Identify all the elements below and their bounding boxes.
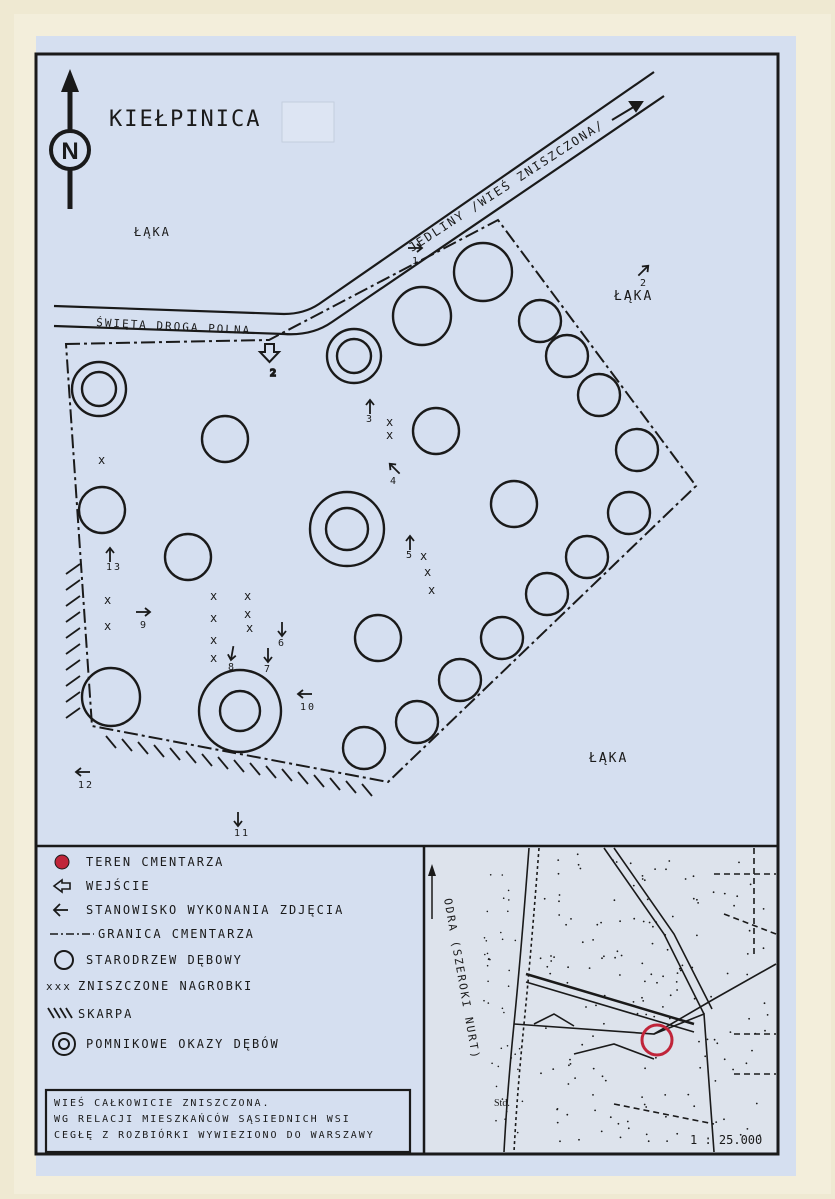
destroyed-gravestone: x <box>210 651 220 665</box>
road-label: JEDLINY /WIEŚ ZNISZCZONA/ <box>406 117 608 255</box>
cemetery-area-icon <box>55 855 69 869</box>
photo-point-number: 1 <box>412 256 421 267</box>
photo-point-number: 7 <box>264 664 273 675</box>
photo-point-number: 5 <box>406 550 415 561</box>
destroyed-gravestone: x <box>210 611 220 625</box>
inset-map <box>426 848 776 1152</box>
legend-item <box>46 979 253 993</box>
destroyed-gravestone: x <box>98 453 108 467</box>
photo-point-number: 11 <box>234 828 251 839</box>
meadow-label: ŁĄKA <box>614 289 654 304</box>
destroyed-gravestone: x <box>210 589 220 603</box>
legend-label: SKARPA <box>78 1007 134 1021</box>
destroyed-gravestone: x <box>420 549 430 563</box>
note-line: WG RELACJI MIESZKAŃCÓW SĄSIEDNICH WSI <box>54 1114 351 1125</box>
scale-label: 1 : 25.000 <box>690 1133 763 1147</box>
river-label: ODRA (SZEROKI NURT) <box>441 897 483 1061</box>
photo-point-number: 3 <box>366 414 375 425</box>
photo-point-number: 8 <box>228 662 237 673</box>
legend-label: STARODRZEW DĘBOWY <box>86 953 243 967</box>
destroyed-gravestone: x <box>386 415 396 429</box>
meadow-label: ŁĄKA <box>134 225 171 239</box>
field-road-label: ŚWIĘTA DROGA POLNA <box>95 316 252 338</box>
std-label: Std. <box>494 1098 510 1109</box>
site-map <box>14 14 831 1194</box>
legend-label: GRANICA CMENTARZA <box>98 927 255 941</box>
legend-label: WEJŚCIE <box>86 879 151 893</box>
destroyed-gravestone: x <box>210 633 220 647</box>
photo-point-number: 12 <box>78 780 95 791</box>
note-line: CEGŁĘ Z ROZBIÓRKI WYWIEZIONO DO WARSZAWY <box>54 1130 375 1141</box>
photo-point-number: 2 <box>640 278 649 289</box>
destroyed-gravestone: x <box>424 565 434 579</box>
destroyed-gravestone: x <box>244 607 254 621</box>
photo-point-number: 10 <box>300 702 317 713</box>
map-sheet <box>14 14 831 1194</box>
map-title: KIEŁPINICA <box>109 107 262 132</box>
photo-point-number: 6 <box>278 638 287 649</box>
legend-label: TEREN CMENTARZA <box>86 855 225 869</box>
destroyed-gravestone: x <box>104 619 114 633</box>
destroyed-gravestone: x <box>386 428 396 442</box>
gravestone-icon: xxx <box>46 980 72 993</box>
legend-label: ZNISZCZONE NAGROBKI <box>78 979 254 993</box>
entrance-number: 2 <box>270 368 279 379</box>
destroyed-gravestone: x <box>246 621 256 635</box>
destroyed-gravestone: x <box>104 593 114 607</box>
photo-point-number: 9 <box>140 620 149 631</box>
destroyed-gravestone: x <box>428 583 438 597</box>
label-sticker <box>282 102 334 142</box>
destroyed-gravestone: x <box>244 589 254 603</box>
meadow-label: ŁĄKA <box>589 751 629 766</box>
note-line: WIEŚ CAŁKOWICIE ZNISZCZONA. <box>54 1098 271 1109</box>
legend-label: STANOWISKO WYKONANIA ZDJĘCIA <box>86 903 345 917</box>
photo-point-number: 13 <box>106 562 123 573</box>
legend-item <box>54 903 344 917</box>
legend-label: POMNIKOWE OKAZY DĘBÓW <box>86 1037 280 1051</box>
north-letter: N <box>61 138 79 165</box>
photo-point-number: 4 <box>390 476 399 487</box>
